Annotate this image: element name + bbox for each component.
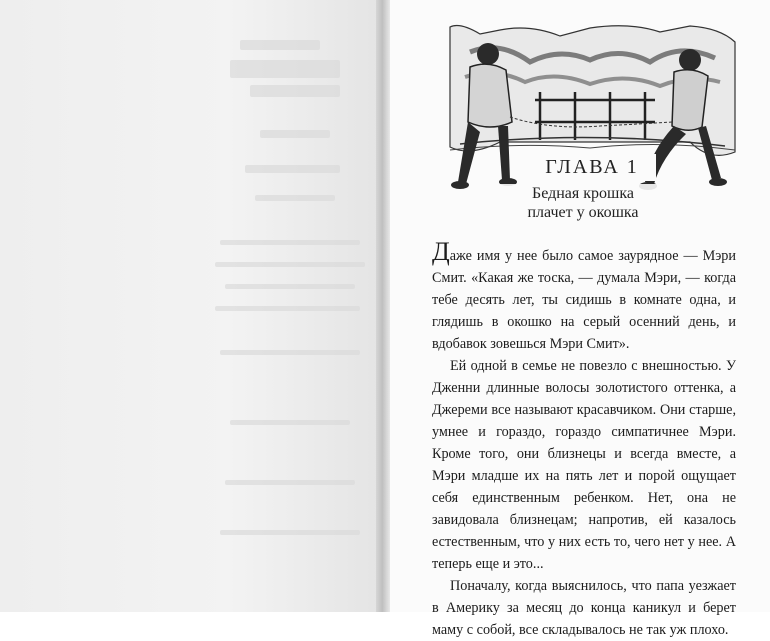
bleed-through-mark	[225, 480, 355, 485]
bleed-through-mark	[215, 262, 365, 267]
chapter-subtitle	[488, 184, 678, 222]
bleed-through-mark	[230, 420, 350, 425]
chapter-title: ГЛАВА 1	[528, 154, 656, 181]
left-page-blank	[0, 0, 382, 612]
chapter-body-text	[432, 237, 736, 641]
bleed-through-mark	[260, 130, 330, 138]
book-spine	[376, 0, 390, 612]
bleed-through-mark	[220, 240, 360, 245]
bleed-through-mark	[220, 530, 360, 535]
bleed-through-mark	[215, 306, 360, 311]
bleed-through-mark	[225, 284, 355, 289]
bleed-through-mark	[230, 60, 340, 78]
paragraph: Ей одной в семье не повезло с внешностью. У Дженни длинные волосы золотистого оттенка, а Джереми все называют красавчиком. Они старше, умнее и гораздо, гораздо симпатичнее Мэри. Кроме того, они близнецы и всегда вместе, а Мэри младше их на пять лет и порой ощущает себя единственным ребенком. Нет, она не завидовала близнецам; напротив, ей казалось естественным, что у них есть то, чего нет у нее. А теперь еще и это...	[432, 358, 736, 572]
paragraph-text: аже имя у нее было самое заурядное — Мэри Смит. «Какая же тоска, — думала Мэри, — когда тебе десять лет, ты сидишь в комнате одна, и глядишь в окошко на серый осенний день, и вдобавок зовешься Мэри Смит».	[432, 248, 736, 352]
chapter-subtitle-line: Бедная крошка	[532, 185, 634, 202]
bleed-through-mark	[240, 40, 320, 50]
bleed-through-mark	[220, 350, 360, 355]
bleed-through-mark	[250, 85, 340, 97]
paragraph	[432, 237, 736, 355]
bleed-through-mark	[245, 165, 340, 173]
drop-cap: Д	[432, 237, 450, 266]
chapter-subtitle-line: плачет у окошка	[527, 204, 639, 221]
paragraph: Поначалу, когда выяснилось, что папа уезжает в Америку за месяц до конца каникул и берет маму с собой, все складывалось не так уж плохо.	[432, 578, 736, 638]
bleed-through-mark	[255, 195, 335, 201]
